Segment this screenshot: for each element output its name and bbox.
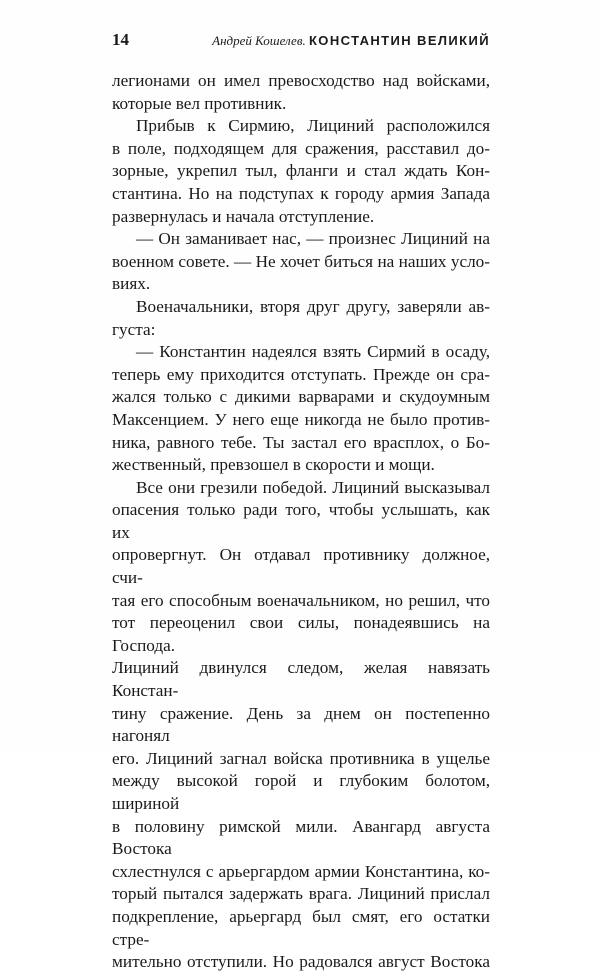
text-line: тину сражение. День за днем он постепенно нагонял [112, 703, 490, 746]
text-line: мительно отступили. Но радовался август Востока [112, 952, 490, 972]
page-number: 14 [112, 30, 129, 49]
text-line: в поле, подходящем для сражения, расставил до- [112, 138, 490, 158]
running-head-title: КОНСТАНТИН ВЕЛИКИЙ [308, 33, 490, 48]
text-line: военном совете. — Не хочет биться на наших усло- [112, 251, 490, 271]
text-line: Прибыв к Сирмию, Лициний расположился [136, 116, 490, 136]
running-head [212, 33, 490, 49]
text-line: Военачальники, вторя друг другу, заверяли ав- [136, 296, 490, 316]
text-line: опровергнут. Он отдавал противнику должное, счи- [112, 545, 490, 588]
text-line: стантина. Но на подступах к городу армия Запада [112, 183, 490, 203]
page-header [112, 30, 490, 52]
text-line: тот переоценил свои силы, понадеявшись на Господа. [112, 613, 490, 655]
text-line: тая его способным военачальником, но решил, что [112, 590, 490, 610]
text-line: — Константин надеялся взять Сирмий в осаду, [136, 342, 490, 362]
text-line: его. Лициний загнал войска противника в ущелье [112, 748, 490, 768]
running-head-author: Андрей Кошелев. [212, 33, 306, 48]
body-text [112, 70, 490, 974]
text-line: Все они грезили победой. Лициний высказывал [136, 477, 490, 497]
text-line: легионами он имел превосходство над войсками, [112, 71, 490, 90]
text-line: густа: [112, 319, 156, 339]
text-line: — Он заманивает нас, — произнес Лициний на [136, 229, 490, 249]
text-line: Максенцием. У него еще никогда не было против- [112, 409, 490, 429]
text-line: опасения только ради того, чтобы услышать, как их [112, 500, 490, 542]
text-line: зорные, укрепил тыл, фланги и стал ждать Кон- [112, 161, 490, 181]
text-line: жественный, превзошел в скорости и мощи. [112, 455, 435, 475]
text-line: схлестнулся с арьергардом армии Константина, ко- [112, 861, 490, 881]
text-line: Лициний двинулся следом, желая навязать Констан- [112, 658, 490, 701]
text-line: развернулась и начала отступление. [112, 206, 375, 226]
text-line: между высокой горой и глубоким болотом, шириной [112, 771, 490, 813]
text-line: в половину римской мили. Авангард августа Востока [112, 816, 490, 859]
text-line: теперь ему приходится отступать. Прежде он сра- [112, 364, 490, 384]
text-line: подкрепление, арьергард был смят, его остатки стре- [112, 906, 490, 949]
text-line: ника, равного тебе. Ты застал его врасплох, о Бо- [112, 432, 490, 452]
text-line: виях. [112, 274, 151, 294]
text-line: которые вел противник. [112, 93, 287, 113]
text-line: жался только с дикими варварами и скудоумным [112, 387, 490, 407]
text-line: торый пытался задержать врага. Лициний прислал [112, 884, 490, 904]
